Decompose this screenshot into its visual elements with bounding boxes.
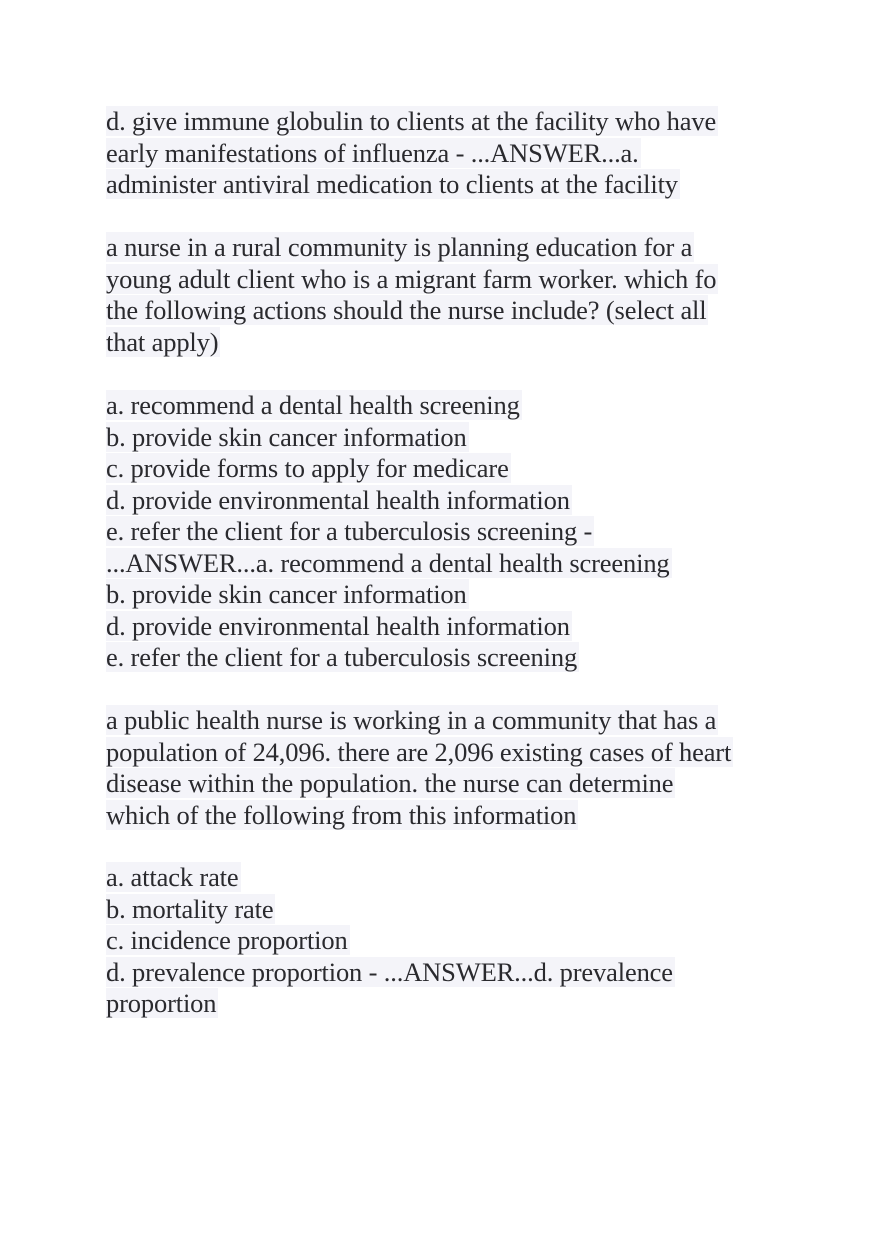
option-line: d. provide environmental health information [106,484,570,515]
q3-question-stem [106,705,733,831]
option-line: e. refer the client for a tuberculosis screening - [106,516,593,546]
q1-answer-block [106,106,718,201]
text-line: that apply) [106,326,219,357]
text-line: young adult client who is a migrant farm worker. which fo [106,263,717,294]
text-line: early manifestations of influenza - ...ANSWER...a. [106,137,639,168]
q3-options-and-answer [106,862,675,1020]
text-line: population of 24,096. there are 2,096 existing cases of heart [106,736,732,767]
text-line: administer antiviral medication to clients at the facility [106,169,678,199]
text-line: the following actions should the nurse include? (select all [106,295,707,325]
answer-line: d. provide environmental health information [106,610,570,641]
answer-line: b. provide skin cancer information [106,579,467,609]
option-line: b. provide skin cancer information [106,421,467,452]
text-line: a public health nurse is working in a community that has a [106,705,717,735]
answer-line: ...ANSWER...a. recommend a dental health screening [106,547,670,578]
text-line: d. give immune globulin to clients at the facility who have [106,106,717,136]
text-line: which of the following from this information [106,799,577,830]
answer-line: e. refer the client for a tuberculosis screening [106,642,578,672]
q2-options-and-answer [106,390,672,674]
answer-line: d. prevalence proportion - ...ANSWER...d. prevalence [106,956,673,987]
text-line: a nurse in a rural community is planning education for a [106,232,693,262]
option-line: a. attack rate [106,862,239,892]
answer-line: proportion [106,988,217,1018]
text-line: disease within the population. the nurse can determine [106,768,674,798]
option-line: b. mortality rate [106,893,274,924]
option-line: c. incidence proportion [106,925,348,955]
option-line: a. recommend a dental health screening [106,390,520,420]
option-line: c. provide forms to apply for medicare [106,453,509,483]
q2-question-stem [106,232,718,358]
